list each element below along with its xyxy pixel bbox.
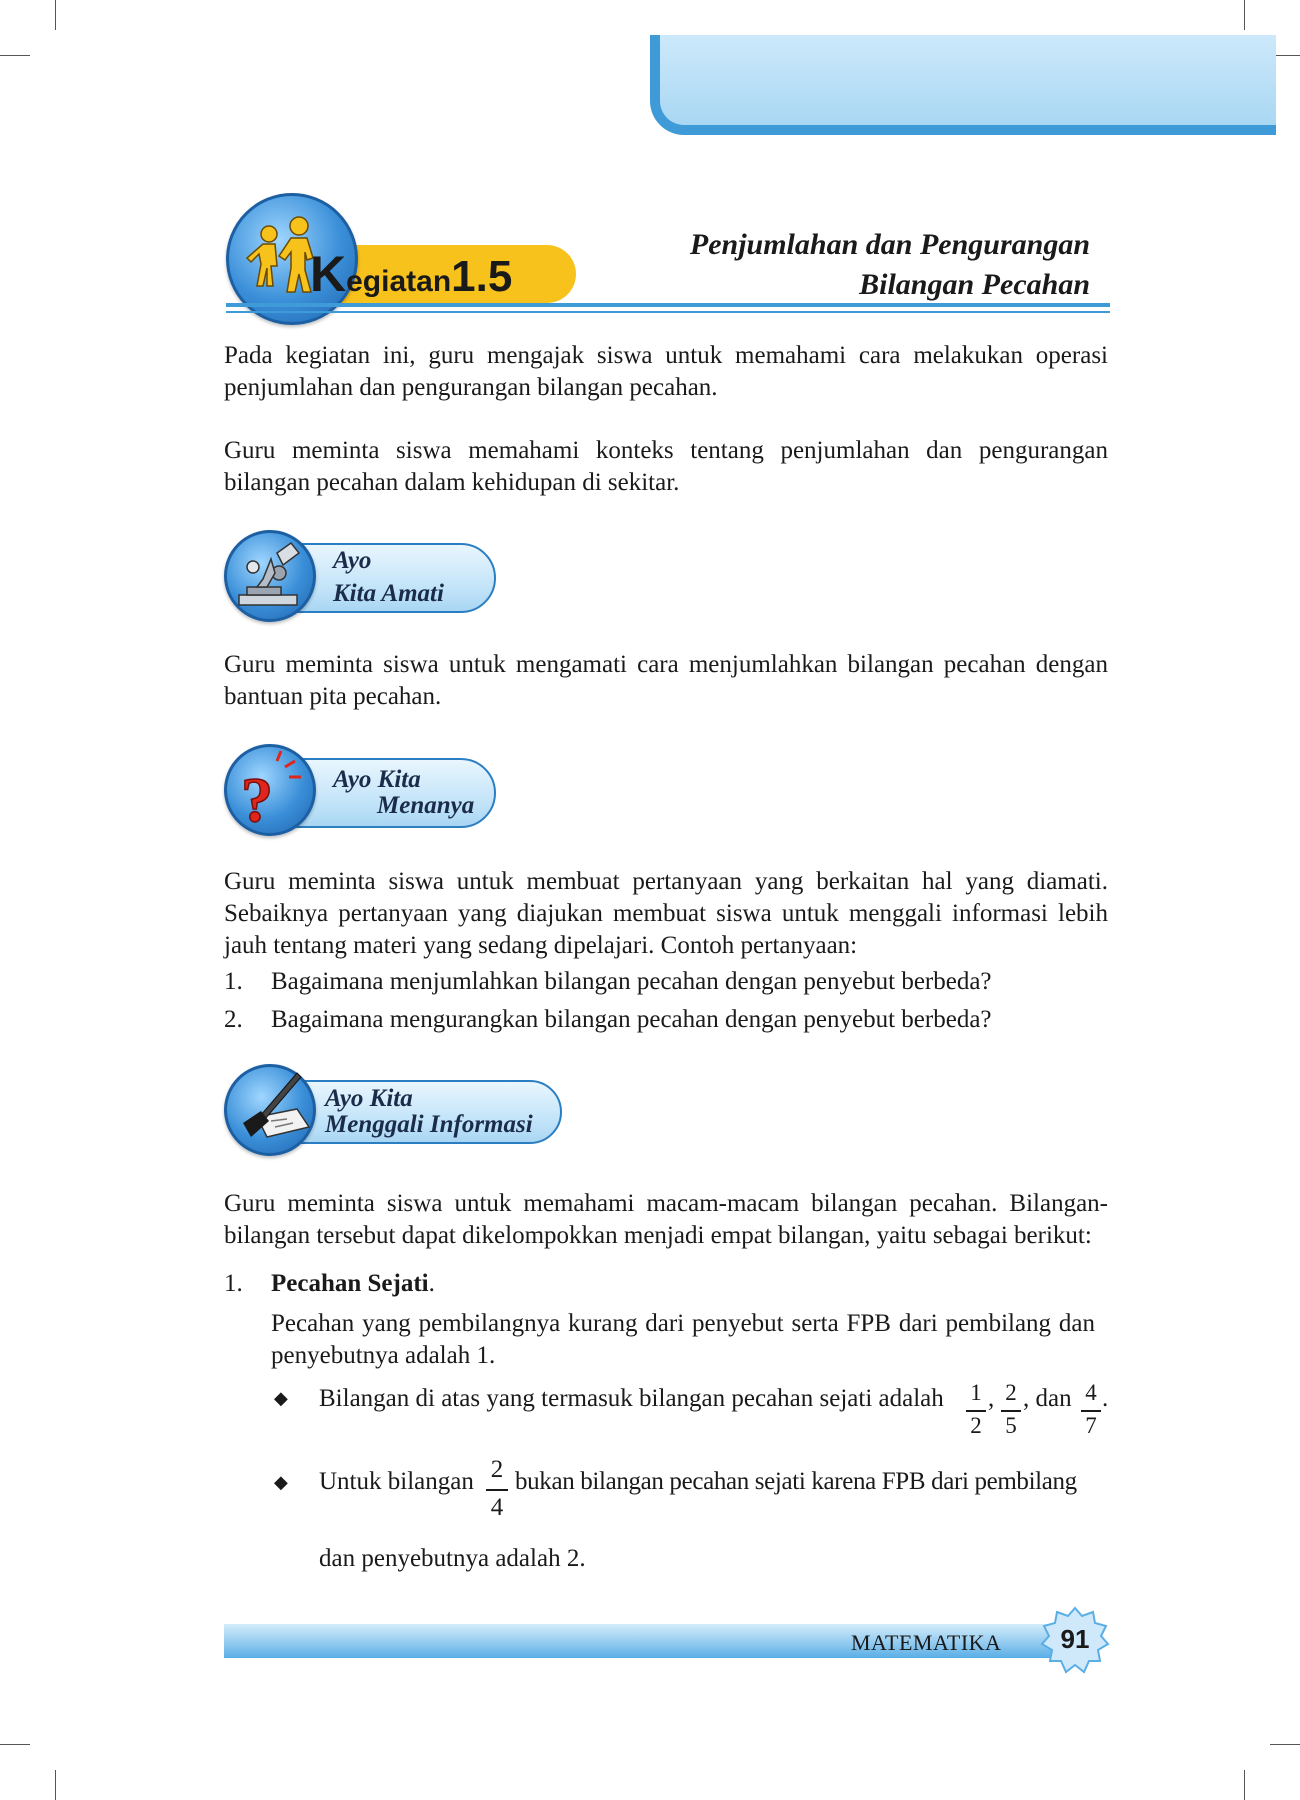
fraction-bar xyxy=(486,1489,508,1491)
fraction-bar xyxy=(966,1410,986,1412)
crop-mark xyxy=(1244,1770,1245,1800)
question-mark-icon xyxy=(227,747,313,833)
bullet-text-2-suffix: bukan bilangan pecahan sejati karena FPB dari pembilang xyxy=(515,1468,1077,1495)
fraction-denominator: 5 xyxy=(1005,1413,1017,1438)
fraction-denominator: 4 xyxy=(490,1494,504,1521)
menggali-label-2: Menggali Informasi xyxy=(325,1111,533,1138)
fraction-numerator: 1 xyxy=(970,1380,982,1405)
fraction-end: . xyxy=(1102,1385,1109,1412)
item-number-1: 1. xyxy=(224,1270,243,1297)
kegiatan-heading xyxy=(310,248,512,302)
amati-paragraph: Guru meminta siswa untuk mengamati cara menjumlahkan bilangan pecahan dengan bantuan pita pecahan. xyxy=(224,651,1108,710)
fraction-numerator: 2 xyxy=(490,1456,504,1483)
footer-subject: MATEMATIKA xyxy=(851,1630,1002,1655)
bullet-text-1: Bilangan di atas yang termasuk bilangan pecahan sejati adalah xyxy=(319,1385,944,1412)
crop-mark xyxy=(55,1770,56,1800)
question-number-2: 2. xyxy=(224,1006,243,1033)
section-title-line2: Bilangan Pecahan xyxy=(859,268,1090,301)
fraction-bar xyxy=(1001,1410,1021,1412)
crop-mark xyxy=(1270,1744,1300,1745)
kegiatan-word: egiatan xyxy=(346,265,452,298)
amati-circle xyxy=(224,530,316,622)
intro-paragraph-1: Pada kegiatan ini, guru mengajak siswa untuk memahami cara melakukan operasi penjumlahan dan pengurangan bilangan pecahan. xyxy=(224,342,1108,401)
fraction-comma: , xyxy=(988,1385,995,1412)
bullet-text-2-cont: dan penyebutnya adalah 2. xyxy=(319,1545,586,1572)
item-title-dot: . xyxy=(428,1270,435,1297)
amati-label-1: Ayo xyxy=(333,547,372,574)
fraction-numerator: 4 xyxy=(1085,1380,1097,1405)
fraction-numerator: 2 xyxy=(1005,1380,1017,1405)
amati-label-2: Kita Amati xyxy=(333,580,444,607)
item-title-bold: Pecahan Sejati xyxy=(271,1270,429,1297)
kegiatan-k: K xyxy=(310,246,347,302)
title-rule xyxy=(226,303,1110,307)
fraction-denominator: 7 xyxy=(1085,1413,1097,1438)
bullet-text-2-prefix: Untuk bilangan xyxy=(319,1468,474,1495)
title-rule-thin xyxy=(226,311,1110,313)
svg-text:?: ? xyxy=(241,764,273,833)
menggali-circle xyxy=(224,1064,316,1156)
crop-mark xyxy=(1244,0,1245,30)
question-text-2: Bagaimana mengurangkan bilangan pecahan dengan penyebut berbeda? xyxy=(271,1006,992,1033)
question-number-1: 1. xyxy=(224,968,243,995)
menanya-circle xyxy=(224,744,316,836)
fraction-dan: , dan xyxy=(1023,1385,1072,1412)
fraction-denominator: 2 xyxy=(970,1413,982,1438)
crop-mark xyxy=(0,1744,30,1745)
crop-mark xyxy=(0,55,30,56)
item-title-1 xyxy=(271,1270,435,1298)
page-number: 91 xyxy=(1060,1624,1090,1654)
question-text-1: Bagaimana menjumlahkan bilangan pecahan dengan penyebut berbeda? xyxy=(271,968,992,995)
menggali-paragraph: Guru meminta siswa untuk memahami macam-macam bilangan pecahan. Bilangan-bilangan tersebut dapat dikelompokkan menjadi empat bilangan, yaitu sebagai berikut: xyxy=(224,1190,1108,1249)
menanya-paragraph: Guru meminta siswa untuk membuat pertanyaan yang berkaitan hal yang diamati. Sebaiknya pertanyaan yang diajukan membuat siswa untuk menggali informasi lebih jauh tentang materi yang sedang dipelajari. Contoh pertanyaan: xyxy=(224,868,1108,959)
menanya-label-1: Ayo Kita xyxy=(333,766,421,793)
intro-paragraph-2: Guru meminta siswa memahami konteks tentang penjumlahan dan pengurangan bilangan pecahan dalam kehidupan di sekitar. xyxy=(224,437,1108,496)
bullet-diamond-2: ◆ xyxy=(274,1472,288,1492)
crop-mark xyxy=(55,0,56,30)
bullet-diamond-1: ◆ xyxy=(274,1388,288,1408)
header-tab xyxy=(650,35,1276,135)
kegiatan-number: 1.5 xyxy=(451,252,513,301)
microscope-icon xyxy=(227,533,313,619)
shovel-icon xyxy=(227,1067,313,1153)
section-title-line1: Penjumlahan dan Pengurangan xyxy=(689,228,1090,261)
item-description-1: Pecahan yang pembilangnya kurang dari penyebut serta FPB dari pembilang dan penyebutnya adalah 1. xyxy=(271,1310,1095,1369)
fraction-bar xyxy=(1081,1410,1101,1412)
menanya-label-2: Menanya xyxy=(377,792,475,819)
menggali-label-1: Ayo Kita xyxy=(325,1085,413,1112)
